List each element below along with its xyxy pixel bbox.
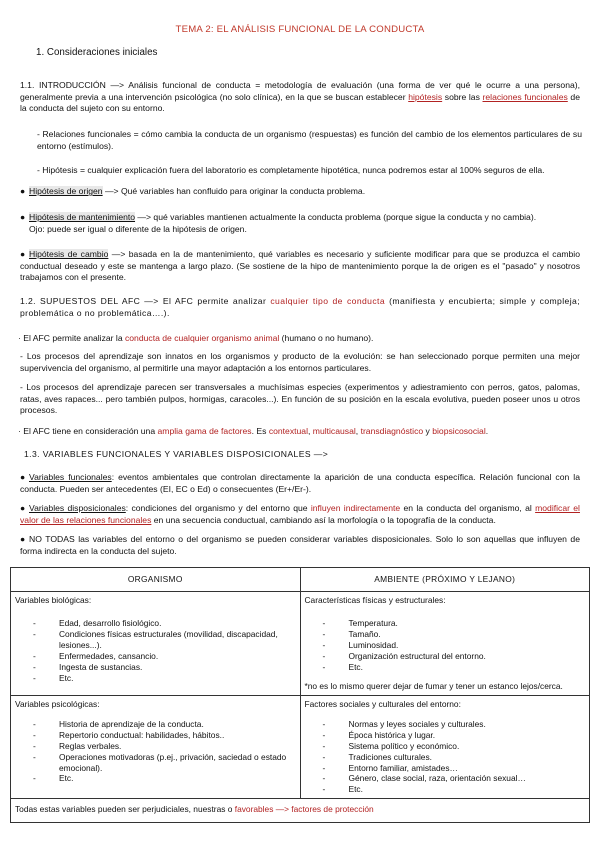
afc-organismo <box>18 333 578 345</box>
hipotesis-mantenimiento <box>20 212 580 235</box>
organismo-animal-term: conducta de cualquier organismo animal <box>124 333 280 343</box>
disposicionales-text: : condiciones del organismo y del entorno que <box>125 503 311 513</box>
table-footer <box>11 799 590 822</box>
cambio-text: —> basada en la de mantenimiento, qué variables es necesario y suficiente modificar para que se produzca el cambio conductual deseado y este se mantenga a largo plazo. (Se sostiene de la hipo de mantenimiento porque la de origen es el "pasado" y nosotros trabajamos con el presente. <box>20 249 581 283</box>
biologicas-list <box>15 618 296 684</box>
fisicas-heading: Características físicas y estructurales: <box>304 595 446 605</box>
cell-variables-psicologicas <box>11 696 301 799</box>
list-item: - Sistema político y económico. <box>337 741 586 752</box>
footer-text: Todas estas variables pueden ser perjudiciales, nuestras o <box>15 804 235 815</box>
cambio-term: Hipótesis de cambio <box>29 249 109 259</box>
intro-text: 1.1. INTRODUCCIÓN —> Análisis funcional de conducta = metodología de evaluación (una forma de ver qué le ocurre a una persona), generalmente previa a una intervención psicológica (no solo clínica), en la que se buscan establecer <box>20 80 580 102</box>
gama-factores-term: amplia gama de factores <box>157 426 252 436</box>
origen-term: Hipótesis de origen <box>29 186 103 196</box>
no-todas-note <box>20 534 580 557</box>
list-item: - Etc. <box>337 784 586 795</box>
cell-factores-sociales <box>300 696 590 799</box>
cell-variables-biologicas <box>11 592 301 696</box>
conjunction: y <box>423 426 433 436</box>
variables-table <box>10 567 590 823</box>
intro-paragraph <box>20 80 580 115</box>
list-item: - Época histórica y lugar. <box>337 730 586 741</box>
multicausal-term: multicausal <box>312 426 356 436</box>
biologicas-heading: Variables biológicas: <box>15 595 92 605</box>
mantenimiento-note: Ojo: puede ser igual o diferente de la hipótesis de origen. <box>29 223 247 234</box>
sociales-list <box>305 719 586 795</box>
table-header-ambiente: AMBIENTE (PRÓXIMO Y LEJANO) <box>300 568 590 592</box>
funcionales-term: Variables funcionales <box>29 472 112 482</box>
list-item: - Tradiciones culturales. <box>337 752 586 763</box>
cell-caracteristicas-fisicas <box>300 592 590 696</box>
sociales-heading: Factores sociales y culturales del entorno: <box>304 699 461 710</box>
procesos-innatos: - Los procesos del aprendizaje son innatos en los organismos y producto de la evolución: se han seleccionado porque permiten una mejor supervivencia del organismo, al permitirle una mayor adaptación a los entornos particulares. <box>20 351 580 373</box>
bullet-icon: ● <box>20 186 26 196</box>
disposicionales-text-2: en la conducta del organismo, al <box>400 503 536 513</box>
bullet-icon: ● <box>20 212 26 222</box>
intro-text-2: sobre las <box>442 91 483 102</box>
bullet-icon: ● <box>20 534 26 544</box>
hipotesis-cambio <box>20 249 580 284</box>
hipotesis-origen <box>20 186 580 198</box>
hipotesis-item: - Hipótesis = cualquier explicación fuera del laboratorio es completamente hipotética, nunca podremos estar al 100% seguros de ella. <box>37 165 545 175</box>
relaciones-funcionales-item: - Relaciones funcionales = cómo cambia la conducta de un organismo (respuestas) es función del cambio de los elementos particulares de su entorno (estímulos). <box>37 129 582 151</box>
psicologicas-list <box>15 719 296 785</box>
relaciones-funcionales-term: relaciones funcionales <box>482 91 568 102</box>
fisicas-note: *no es lo mismo querer dejar de fumar y tener un estanco lejos/cerca. <box>304 681 563 692</box>
disposicionales-term: Variables disposicionales <box>29 503 126 513</box>
list-item: - Etc. <box>47 773 296 784</box>
list-item: - Ingesta de sustancias. <box>47 662 296 673</box>
list-item: - Género, clase social, raza, orientación sexual… <box>337 773 586 784</box>
period: . <box>485 426 489 436</box>
factores-proteccion-term: favorables —> factores de protección <box>234 804 374 815</box>
psicologicas-heading: Variables psicológicas: <box>15 699 100 710</box>
afc-text-2: (humano o no humano). <box>279 333 374 343</box>
bullet-icon: ● <box>20 249 26 259</box>
section-heading-consideraciones: 1. Consideraciones iniciales <box>36 47 158 58</box>
transdiagnostico-term: transdiagnóstico <box>360 426 424 436</box>
afc-text: · El AFC permite analizar la <box>18 333 125 343</box>
gama-text: · El AFC tiene en consideración una <box>18 426 158 436</box>
supuestos-text: 1.2. SUPUESTOS DEL AFC —> El AFC permite analizar <box>20 296 271 306</box>
intro-text-3: de la conducta del sujeto con su entorno. <box>20 91 580 114</box>
comma: , <box>308 426 313 436</box>
list-item: - Tamaño. <box>337 629 586 640</box>
disposicionales-text-3: en una secuencia conductual, cambiando así la morfología o la topografía de la conducta. <box>151 514 496 525</box>
modificar-valor-term: modificar el valor de las relaciones funcionales <box>20 503 580 525</box>
variables-heading: 1.3. VARIABLES FUNCIONALES Y VARIABLES DISPOSICIONALES —> <box>24 449 329 459</box>
page-title: TEMA 2: EL ANÁLISIS FUNCIONAL DE LA CONDUCTA <box>175 24 425 35</box>
list-item: - Enfermedades, cansancio. <box>47 651 296 662</box>
gama-text-2: . Es <box>251 426 269 436</box>
list-item: - Luminosidad. <box>337 640 586 651</box>
list-item: - Normas y leyes sociales y culturales. <box>337 719 586 730</box>
fisicas-list <box>305 618 586 673</box>
biopsicosocial-term: biopsicosocial <box>432 426 486 436</box>
hipotesis-term: hipótesis <box>408 91 443 102</box>
mantenimiento-text: —> qué variables mantienen actualmente la conducta problema (porque sigue la conducta y no cambia). <box>135 212 537 222</box>
contextual-term: contextual <box>268 426 308 436</box>
supuestos-text-2: (manifiesta y encubierta; simple y compleja; problemática o no problemática….). <box>20 296 580 318</box>
list-item: - Etc. <box>337 662 586 673</box>
influyen-indirectamente-term: influyen indirectamente <box>310 503 401 513</box>
list-item: - Organización estructural del entorno. <box>337 651 586 662</box>
list-item: - Operaciones motivadoras (p.ej., privación, saciedad o estado emocional). <box>47 752 296 774</box>
procesos-transversales: - Los procesos del aprendizaje parecen ser transversales a muchísimas especies (experimentos y adiestramiento con perros, gatos, palomas, ratas, aves rapaces... pero también pulpos, hormigas, caracoles...). En función de su posición en la escala evolutiva, pueden poseer unos u otros procesos. <box>20 382 580 416</box>
list-item: - Historia de aprendizaje de la conducta. <box>47 719 296 730</box>
list-item: - Condiciones físicas estructurales (movilidad, discapacidad, lesiones...). <box>47 629 296 651</box>
variables-funcionales <box>20 472 580 495</box>
bullet-icon: ● <box>20 472 26 482</box>
funcionales-text: : eventos ambientales que controlan directamente la aparición de una conducta específica. Relación funcional con la conducta. Pueden ser antecedentes (EI, EC o Ed) o consecuentes (Er+/Er-). <box>20 472 580 494</box>
mantenimiento-term: Hipótesis de mantenimiento <box>29 212 136 222</box>
list-item: - Entorno familiar, amistades… <box>337 763 586 774</box>
comma: , <box>355 426 361 436</box>
supuestos-heading <box>20 296 580 319</box>
origen-text: —> Qué variables han confluido para originar la conducta problema. <box>102 186 366 196</box>
list-item: - Reglas verbales. <box>47 741 296 752</box>
list-item: - Etc. <box>47 673 296 684</box>
cualquier-conducta-term: cualquier tipo de conducta <box>270 296 386 306</box>
bullet-icon: ● <box>20 503 26 513</box>
afc-factores <box>18 426 578 438</box>
variables-disposicionales <box>20 503 580 526</box>
list-item: - Repertorio conductual: habilidades, hábitos.. <box>47 730 296 741</box>
no-todas-text: NO TODAS las variables del entorno o del organismo se pueden considerar variables disposicionales. Solo lo son aquellas que influyen de forma indirecta en la conducta del sujeto. <box>20 534 580 556</box>
table-header-organismo: ORGANISMO <box>11 568 301 592</box>
list-item: - Temperatura. <box>337 618 586 629</box>
list-item: - Edad, desarrollo fisiológico. <box>47 618 296 629</box>
